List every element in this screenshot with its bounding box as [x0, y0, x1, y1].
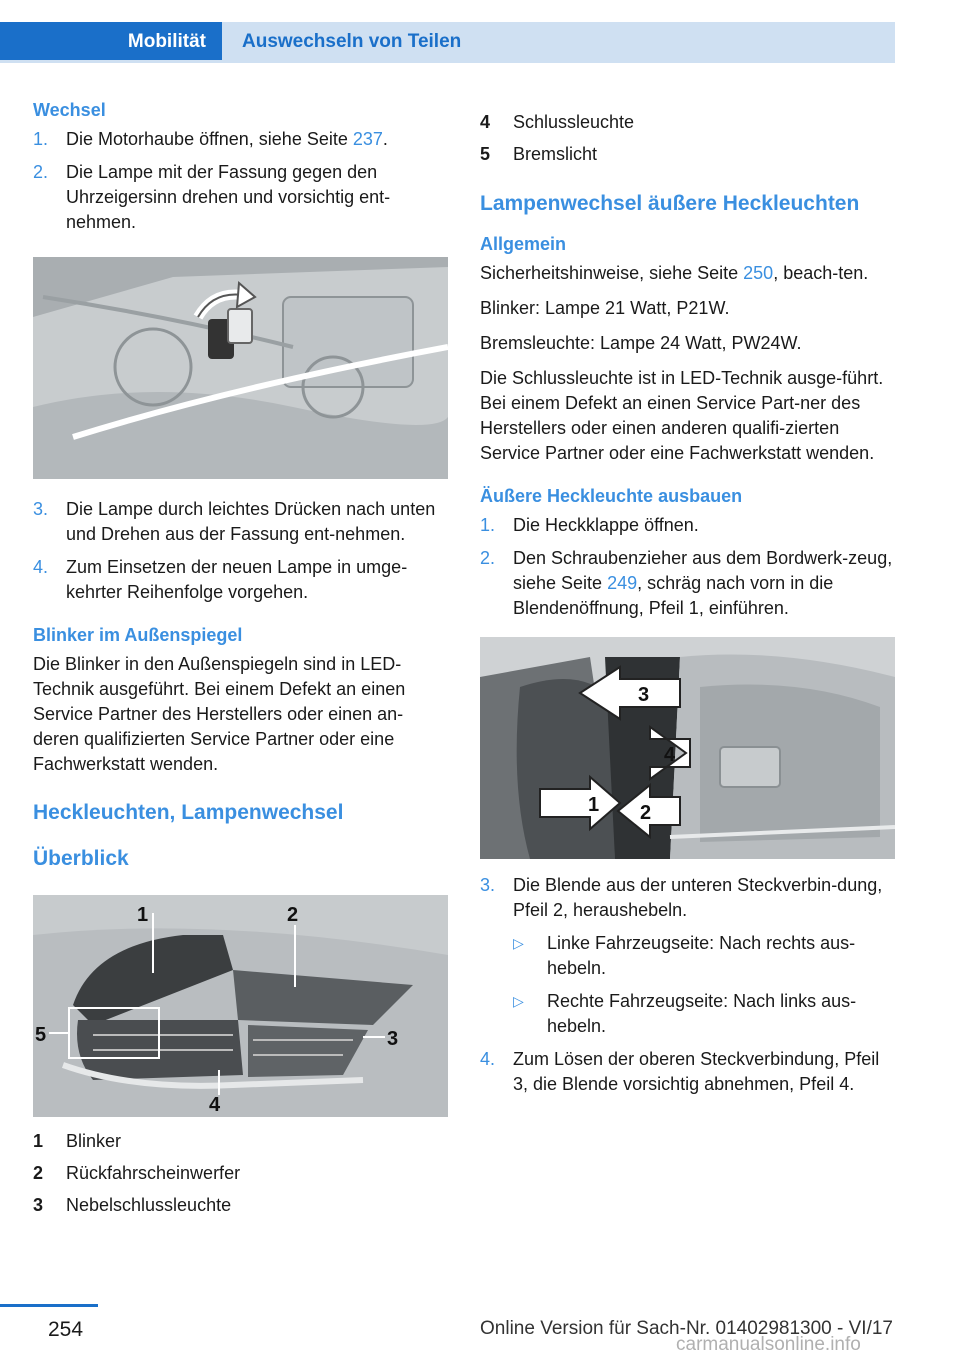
legend-item: 4 Schlussleuchte — [480, 112, 635, 132]
legend-item: 5 Bremslicht — [480, 144, 598, 164]
sub-item: ▷ Linke Fahrzeugseite: Nach rechts aus‐hebeln. — [513, 931, 895, 981]
step-text: Die Lampe durch leichtes Drücken nach unten und Drehen aus der Fassung ent‐nehmen. — [66, 499, 436, 544]
step-number: 2. — [33, 162, 49, 182]
step-number: 3. — [33, 499, 49, 519]
sicherheit-paragraph: Sicherheitshinweise, siehe Seite 250, beach‐ten. — [480, 263, 869, 283]
figure-label-2: 2 — [287, 904, 299, 926]
lampenwechsel-heading: Lampenwechsel äußere Heckleuchten — [480, 192, 860, 215]
triangle-bullet-icon: ▷ — [513, 935, 524, 951]
tab-auswechseln[interactable]: Auswechseln von Teilen — [222, 22, 895, 62]
step-item: 2. Den Schraubenzieher aus dem Bordwerk‐zeug, siehe Seite 249, schräg nach vorn in die Blendenöffnung, Pfeil 1, einführen. — [480, 546, 895, 621]
figure-label-1: 1 — [137, 904, 149, 926]
step-item: 4. Zum Lösen der oberen Steckverbindung, Pfeil 3, die Blende vorsichtig abnehmen, Pfeil 4. — [480, 1049, 880, 1094]
step-item — [33, 160, 448, 235]
watermark: carmanualsonline.info — [676, 1334, 861, 1355]
header-bar — [0, 22, 895, 62]
page-link-249[interactable]: 249 — [607, 573, 638, 593]
page-number: 254 — [48, 1318, 84, 1341]
engine-bay-figure — [33, 257, 448, 479]
page-link-250[interactable]: 250 — [743, 263, 774, 283]
allgemein-heading: Allgemein — [480, 234, 567, 254]
figure-label-3: 3 — [638, 684, 650, 706]
legend-item: 2 Rückfahrscheinwerfer — [33, 1163, 241, 1183]
step-item — [33, 127, 448, 152]
figure-label-4: 4 — [209, 1094, 221, 1116]
ausbauen-heading: Äußere Heckleuchte ausbauen — [480, 486, 743, 506]
footer-rule — [0, 1304, 98, 1307]
header-rule — [0, 60, 895, 63]
blinker-spec: Blinker: Lampe 21 Watt, P21W. — [480, 298, 730, 318]
step-item: 3. Die Blende aus der unteren Steckverbin‐dung, Pfeil 2, heraushebeln. — [480, 875, 883, 920]
sub-item: ▷ Rechte Fahrzeugseite: Nach links aus‐hebeln. — [513, 989, 895, 1039]
step-number: 1. — [33, 129, 49, 149]
step-text: Die Motorhaube öffnen, siehe Seite 237. — [66, 129, 388, 149]
figure-label-4: 4 — [664, 744, 676, 766]
figure-label-2: 2 — [640, 802, 652, 824]
ueberblick-heading: Überblick — [33, 847, 129, 870]
triangle-bullet-icon: ▷ — [513, 993, 524, 1009]
step-item: 1. Die Heckklappe öffnen. — [480, 515, 699, 535]
legend-item: 1 Blinker — [33, 1131, 122, 1151]
blinker-heading: Blinker im Außenspiegel — [33, 625, 243, 645]
step-text: Die Lampe mit der Fassung gegen den Uhrzeigersinn drehen und vorsichtig ent‐nehmen. — [66, 162, 391, 232]
taillight-overview-figure — [33, 895, 448, 1117]
wechsel-heading: Wechsel — [33, 100, 106, 120]
figure-label-5: 5 — [35, 1024, 47, 1046]
step-item — [33, 555, 448, 605]
step-item — [33, 497, 448, 547]
figure-label-3: 3 — [387, 1028, 399, 1050]
figure-label-1: 1 — [588, 794, 600, 816]
step-text: Zum Einsetzen der neuen Lampe in umge‐kehrter Reihenfolge vorgehen. — [66, 557, 408, 602]
online-version-text: Online Version für Sach-Nr. 01402981300 - VI/17 — [480, 1318, 893, 1339]
left-column — [33, 100, 448, 1225]
brems-spec: Bremsleuchte: Lampe 24 Watt, PW24W. — [480, 333, 802, 353]
legend-item: 3 Nebelschlussleuchte — [33, 1195, 232, 1215]
heckleuchten-heading: Heckleuchten, Lampenwechsel — [33, 801, 344, 824]
blinker-paragraph: Die Blinker in den Außenspiegeln sind in LED-Technik ausgeführt. Bei einem Defekt an einen Service Partner des Herstellers oder einen an‐deren qualifizierten Service Partner oder eine Fachwerkstatt wenden. — [33, 654, 406, 774]
right-column — [480, 110, 895, 1105]
tab-mobilitaet[interactable]: Mobilität — [0, 22, 222, 62]
step-number: 4. — [33, 557, 49, 577]
trunk-removal-figure — [480, 637, 895, 859]
page-link-237[interactable]: 237 — [352, 129, 383, 149]
led-paragraph: Die Schlussleuchte ist in LED-Technik ausge‐führt. Bei einem Defekt an einen Service Part‐ner des Herstellers oder einen anderen qualifi‐zierten Service Partner oder eine Fachwerkstatt wenden. — [480, 368, 884, 463]
step-text: Den Schraubenzieher aus dem Bordwerk‐zeug, siehe Seite 249, schräg nach vorn in die Blendenöffnung, Pfeil 1, einführen. — [513, 548, 893, 618]
